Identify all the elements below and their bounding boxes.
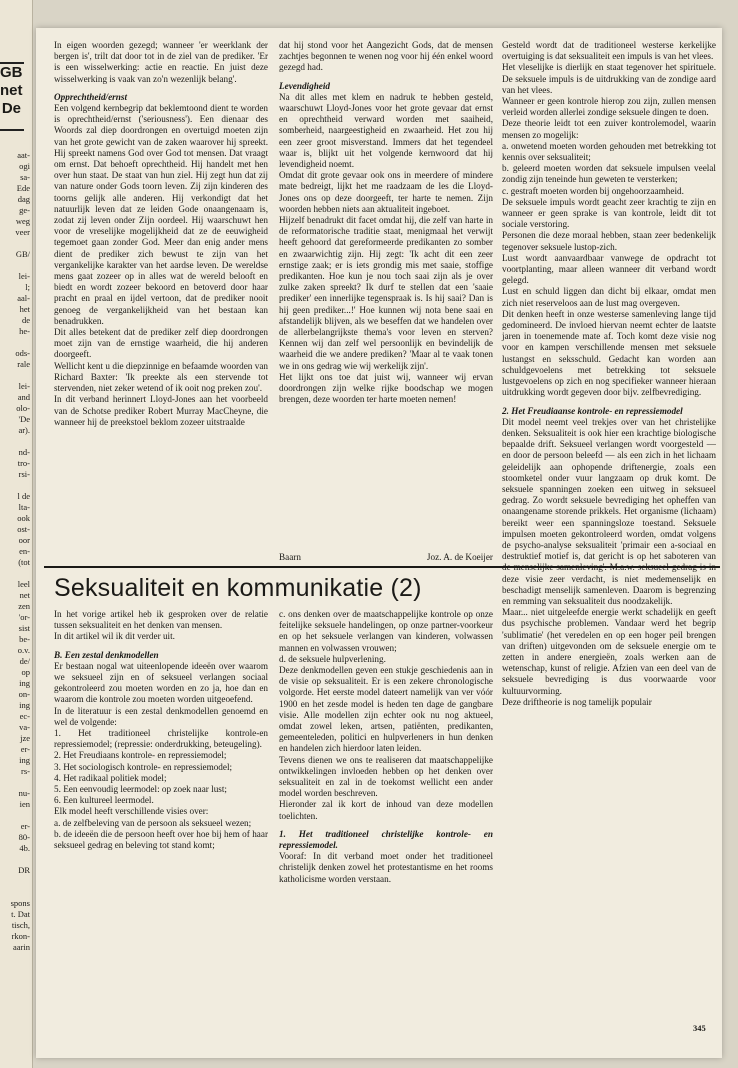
paragraph: c. gestraft moeten worden bij ongehoorzaamheid. xyxy=(502,185,684,196)
paragraph: d. de seksuele hulpverlening. xyxy=(279,653,386,664)
paragraph: 6. Een kultureel leermodel. xyxy=(54,795,154,806)
paragraph: Wanneer er geen kontrole hierop zou zijn, zullen mensen verleid worden allerlei zondige seksuele dingen te doen. xyxy=(502,96,716,118)
text-fragment: weg xyxy=(15,216,30,226)
paragraph: 5. Een eenvoudig leermodel: op zoek naar lust; xyxy=(54,784,227,795)
section-heading: 1. Het traditioneel christelijke kontrole- en repressiemodel. xyxy=(279,828,493,851)
text-fragment: ogi xyxy=(19,161,30,171)
article-headline: Seksualiteit en kommunikatie (2) xyxy=(54,574,422,602)
paragraph: 1. Het traditioneel christelijke kontrole-en repressiemodel; (repressie: onderdrukking, beteugeling). xyxy=(54,728,268,750)
paragraph: b. de ideeën die de persoon heeft over hoe bij hem of haar seksueel gedrag en beleving tot stand komt; xyxy=(54,828,268,851)
column-2-bottom xyxy=(279,609,493,885)
text-fragment: zen xyxy=(18,601,30,611)
paragraph: Het vleselijke is dierlijk en staat tegenover het spirituele. De seksuele impuls is de uitdrukking van de zondige aard van het vlees. xyxy=(502,62,716,95)
text-fragment: aarin xyxy=(13,942,30,952)
paragraph: In dit artikel wil ik dit verder uit. xyxy=(54,631,175,642)
paragraph: Deze driftheorie is nog tamelijk populair xyxy=(502,696,652,707)
text-fragment: and xyxy=(17,392,30,402)
text-fragment: ing xyxy=(19,700,30,710)
text-fragment: er- xyxy=(20,744,30,754)
text-fragment: ing xyxy=(19,755,30,765)
text-fragment: l de xyxy=(17,491,30,501)
paragraph: In het vorige artikel heb ik gesproken over de relatie tussen seksualiteit en het denken van mensen. xyxy=(54,609,268,631)
box-fragment xyxy=(0,62,24,131)
text-fragment: het xyxy=(19,304,30,314)
column-1-bottom xyxy=(54,609,268,851)
paragraph: Dit denken heeft in onze westerse samenleving lange tijd gedomineerd. De invloed hiervan neemt echter de laatste jaren in toenemende mate af. Toch komt deze visie nog voor en kampen verschillende mensen met seksuele lustangst en seksschuld. Gedacht kan worden aan schuldgevoelens met betrekking tot seksuele lustgevoelens op zich en nog specifieker wanneer hieraan uitdrukking wordt gegeven door bijv. zelfbevrediging. xyxy=(502,308,716,398)
text-fragment: ar). xyxy=(18,425,30,435)
text-fragment: lei- xyxy=(18,271,30,281)
text-fragment: aat- xyxy=(17,150,30,160)
text-fragment: GB/ xyxy=(15,249,30,259)
text-fragment: sist xyxy=(18,623,30,633)
paragraph: Het lijkt ons toe dat juist wij, wanneer wij ervan doordrongen zijn welke rijke boodschap we mogen brengen, deze woorden ter harte moeten nemen! xyxy=(279,371,493,405)
text-fragment: er- xyxy=(20,821,30,831)
paragraph: Dit alles betekent dat de prediker zelf diep doordrongen moet zijn van de ernstige waarheid, die hij anderen doorgeeft. xyxy=(54,327,268,360)
text-fragment: (tot xyxy=(18,557,30,567)
signature-author: Joz. A. de Koeijer xyxy=(426,552,493,562)
article-signature xyxy=(279,552,493,562)
paragraph: Lust en schuld liggen dan dicht bij elkaar, omdat men zich niet reserveloos aan de lust mag overgeven. xyxy=(502,286,716,308)
section-heading: Levendigheid xyxy=(279,80,331,91)
text-fragment: sa- xyxy=(20,172,30,182)
text-fragment: rs- xyxy=(21,766,30,776)
text-fragment: rsi- xyxy=(18,469,30,479)
box-line: GB xyxy=(0,64,23,81)
text-fragment: be- xyxy=(19,634,30,644)
column-3 xyxy=(502,40,716,708)
text-fragment: va- xyxy=(19,722,30,732)
text-fragment: DR xyxy=(18,865,30,875)
paragraph: 3. Het sociologisch kontrole- en repressiemodel; xyxy=(54,761,233,772)
paragraph: c. ons denken over de maatschappelijke kontrole op onze feitelijke seksuele handelingen, op onze partner-voorkeur en op het seksuele verlangen van kinderen, volwassen mannen en volwassen vrouwen; xyxy=(279,609,493,653)
paragraph: Hijzelf benadrukt dit facet omdat hij, die zelf van harte in de reformatorische traditie staat, menigmaal het verwijt heeft gehoord dat gereformeerde predikanten zo somber en zwaarwichtig zijn. Hij zegt: 'Ik acht dit een zeer ernstige zaak; er is iets grondig mis met saaie, stoffige predikanten. Hoe kun je nou toch saai zijn als je over zulke zaken spreekt? Ik durf te stellen dat een 'saaie prediker' een innerlijke tegenspraak is. Is hij saai? Dan is hij geen prediker...!' Hoe kunnen wij nota bene saai en afstandelijk blijven, als we beseffen dat we handelen over de allerbelangrijkste thema's voor leven en sterven? Kennen wij dan zelf wel persoonlijk en bevindelijk de waarheid die we andere prediken? 'Maar al te vaak tonen we in ons gedrag wie wij werkelijk zijn'. xyxy=(279,215,493,371)
paragraph: In de literatuur is een zestal denkmodellen genoemd en wel de volgende: xyxy=(54,705,268,727)
paragraph: Dit model neemt veel trekjes over van het christelijke denken. Seksualiteit is ook hier een krachtige biologische bepaalde drift. Seksueel verlangen wordt voorgesteld — en door de persoon beleefd — als een zich in het lichaam geleidelijk aan ophopende driftenergie, zoals een stoomketel onder vuur langzaam op druk komt. De seksuele spanningen zoeken een uitweg in seksueel gedrag. Zo wordt seksuele bevrediging het opheffen van onaangename storende prikkels. Het organisme (lichaam) bereikt weer een spanningsloze toestand. Seksuele impulsen moeten gekontroleerd worden, omdat volgens de psycho-analyse seksualiteit 'primair een a-sociaal en destruktief motief is, dat gericht is op het saboteren van deze visie zeer verdacht, is niet medemenselijk en beschadigt menselijk samenleven. Daarom is begrenzing en remming van seksualiteit dus noodzakelijk. xyxy=(502,416,716,606)
text-fragment: Ede xyxy=(16,183,30,193)
text-fragment: leel xyxy=(17,579,30,589)
text-fragment: on- xyxy=(18,689,30,699)
text-fragment: ec- xyxy=(19,711,30,721)
text-fragment: rkon- xyxy=(11,931,30,941)
text-fragment: en- xyxy=(19,546,30,556)
text-fragment: o.v. xyxy=(17,645,30,655)
text-fragment: t. Dat xyxy=(11,909,30,919)
paragraph: In dit verband herinnert Lloyd-Jones aan het voorbeeld van de Schotse prediker Robert Murray MacCheyne, die wanneer hij de preekstoel beklom zozeer uitstraalde xyxy=(54,394,268,427)
paragraph: Tevens dienen we ons te realiseren dat maatschappelijke ontwikkelingen invloeden hebben op het denken over seksualiteit en zal in de toekomst wellicht een ander model worden beschreven. xyxy=(279,754,493,799)
page-number: 345 xyxy=(693,1023,706,1033)
text-fragment: lei- xyxy=(18,381,30,391)
text-fragment: veer xyxy=(15,227,30,237)
column-1-top xyxy=(54,40,268,428)
text-fragment: dag xyxy=(17,194,30,204)
paragraph: Hieronder zal ik kort de inhoud van deze modellen toelichten. xyxy=(279,799,493,821)
text-fragment: oor xyxy=(18,535,30,545)
text-fragment: de/ xyxy=(19,656,30,666)
paragraph: b. geleerd moeten worden dat seksuele impulsen veelal zondig zijn teneinde hun geweten te versterken; xyxy=(502,163,716,185)
text-fragment: ost- xyxy=(17,524,30,534)
paragraph: Deze theorie leidt tot een zuiver kontrolemodel, waarin mensen zo mogelijk: xyxy=(502,118,716,140)
paragraph: In eigen woorden gezegd; wanneer 'er weerklank der bergen is', trilt dat door tot in de ziel van de prediker. 'Er is een wisselwerking: actie en reactie. En juist deze wisselwerking is vaak van zo'n wezenlijk belang'. xyxy=(54,40,268,84)
text-fragment: tro- xyxy=(17,458,30,468)
text-fragment: rale xyxy=(17,359,30,369)
text-fragment: nd- xyxy=(18,447,30,457)
section-heading: Opprechtheid/ernst xyxy=(54,91,127,102)
section-heading: 2. Het Freudiaanse kontrole- en repressiemodel xyxy=(502,405,683,416)
text-fragment: ook xyxy=(17,513,30,523)
text-fragment: 'or- xyxy=(18,612,30,622)
text-fragment: 80- xyxy=(18,832,30,842)
text-fragment: nu- xyxy=(18,788,30,798)
text-fragment: op xyxy=(21,667,30,677)
paragraph: Wellicht kent u die diepzinnige en befaamde woorden van Richard Baxter: 'Ik preekte als een stervende tot stervenden, niet zeker wetend of ik ooit nog preken zou'. xyxy=(54,360,268,394)
text-fragment: 'De xyxy=(18,414,30,424)
text-fragment: jze xyxy=(20,733,30,743)
text-fragment: net xyxy=(19,590,30,600)
box-line: net xyxy=(0,82,23,99)
text-fragment: olo- xyxy=(16,403,30,413)
paragraph: Elk model heeft verschillende visies over: xyxy=(54,806,209,817)
paragraph: Gesteld wordt dat de traditioneel westerse kerkelijke overtuiging is dat seksualiteit een impuls is van het vlees. xyxy=(502,40,716,62)
text-fragment: de xyxy=(21,315,30,325)
text-fragment: ge- xyxy=(19,205,30,215)
text-fragment: tisch, xyxy=(11,920,30,930)
text-fragment: ing xyxy=(19,678,30,688)
text-fragment: aal- xyxy=(17,293,30,303)
section-divider xyxy=(44,566,720,568)
paragraph: Maar... niet uitgeleefde energie werkt schadelijk en geeft dus psychische problemen. Vandaar werd het begrip 'sublimatie' (het veredelen en op een hoger peil brengen van driften) uitgevonden om de seksuele energie om te zetten in andere energieën, zoals werken aan de wetenschap, kunst of religie. Afzien van een deel van de seksuele bevrediging is dus voorwaarde voor kultuurvorming. xyxy=(502,607,716,696)
text-fragment: l; xyxy=(25,282,30,292)
paragraph: Deze denkmodellen geven een stukje geschiedenis aan in de visie op seksualiteit. Er is een zekere chronologische volgorde. Het eerste model dateert namelijk van ver vóór 1900 en het zesde model is heden ten dage de gangbare visie. Alle modellen zijn echter ook nu nog aktueel, omdat zowel leken, artsen, patiënten, predikanten, gemeenteleden, politici en hulpverleners in hun denken en handelen zich hierdoor laten leiden. xyxy=(279,665,493,754)
column-2-top xyxy=(279,40,493,406)
text-fragment: ods- xyxy=(15,348,30,358)
text-fragment: lta- xyxy=(18,502,30,512)
text-fragment: spons xyxy=(10,898,30,908)
text-fragment: he- xyxy=(19,326,30,336)
box-line: De xyxy=(1,100,21,117)
text-fragment: ien xyxy=(19,799,30,809)
paragraph: a. onwetend moeten worden gehouden met betrekking tot kennis over seksualiteit; xyxy=(502,140,716,163)
paragraph: Omdat dit grote gevaar ook ons in meerdere of mindere mate bedreigt, lijkt het me raadzaam de les die Lloyd-Jones ons op deze doorgeeft, ter harte te nemen. Zijn woorden hebben niets aan aktualiteit ingeboet. xyxy=(279,170,493,214)
previous-page-edge xyxy=(0,0,33,1068)
paragraph: a. de zelfbeleving van de persoon als seksueel wezen; xyxy=(54,817,252,828)
paragraph: Er bestaan nogal wat uiteenlopende ideeën over waarom we seksueel zijn en of seksueel verlangen sociaal gekontroleerd zou moeten worden en zo ja, hoe dan en waarom die kontrole zou moeten worden uitgeoefend. xyxy=(54,660,268,705)
paragraph: Vooraf: In dit verband moet onder het traditioneel christelijk denken zowel het protestantisme en het rooms katholicisme worden verstaan. xyxy=(279,851,493,884)
paragraph: Lust wordt aanvaardbaar vanwege de opdracht tot voortplanting, maar alleen wanneer dit verband wordt gelegd. xyxy=(502,252,716,286)
paragraph: 2. Het Freudiaans kontrole- en repressiemodel; xyxy=(54,750,227,761)
signature-place: Baarn xyxy=(279,552,301,562)
paragraph: De seksuele impuls wordt geacht zeer krachtig te zijn en wanneer er geen sprake is van kontrole, leidt dit tot sociale verstoring. xyxy=(502,196,716,230)
paragraph: Na dit alles met klem en nadruk te hebben gesteld, waarschuwt Lloyd-Jones voor het grote gevaar dat ernst en oprechtheid verward worden met saaiheid, somberheid, naargeestigheid en zwaarheid. Het zou hij een zeer groot misverstand. Immers dat het tegendeel waar is, blijkt uit het volgende kernwoord dat hij levendigheid noemt. xyxy=(279,91,493,170)
text-fragment: 4b. xyxy=(19,843,30,853)
paragraph: 4. Het radikaal politiek model; xyxy=(54,772,167,783)
paragraph: Personen die deze moraal hebben, staan zeer bedenkelijk tegenover seksuele lustop-zich. xyxy=(502,230,716,252)
paragraph: Een volgend kernbegrip dat beklemtoond dient te worden is oprechtheid/ernst ('seriousness'). Een dienaar des Woords zal diep doordrongen en overtuigd moeten zijn van het grote gewicht van de zaken waarover hij spreekt. Hij spreekt namens God over God tot mensen. Dat vraagt om ernst. Dat behoeft oprechtheid. Hij handelt met hen over hun staat. De staat van hun ziel. Hij zegt hun dat zij van nature onder Gods toorn leven. Zij zijn kinderen des toorns gelijk alle anderen. Hij verkondigt dat het natuurlijk leven dat ze leiden Gode onaangenaam is, zodat zij leven onder Zijn oordeel. Hij waarschuwt hen voor de vreselijke mogelijkheid dat ze de eeuwigheid tegemoet gaan zonder God. Meer dan enig ander mens dient de prediker zich bewust te zijn van het vergankelijke karakter van het aardse leven. De wereldse mens gaat zozeer op in alles wat de wereld belooft en biedt en wordt zozeer bekoord en betoverd door haar pracht en praal en ijdel vertoon, dat de prediker nooit genoeg de vergankelijkheid van het bestaan kan benadrukken. xyxy=(54,103,268,326)
section-heading: B. Een zestal denkmodellen xyxy=(54,649,159,660)
paragraph: dat hij stond voor het Aangezicht Gods, dat de mensen zachtjes begonnen te wenen nog voor hij één enkel woord gezegd had. xyxy=(279,40,493,73)
